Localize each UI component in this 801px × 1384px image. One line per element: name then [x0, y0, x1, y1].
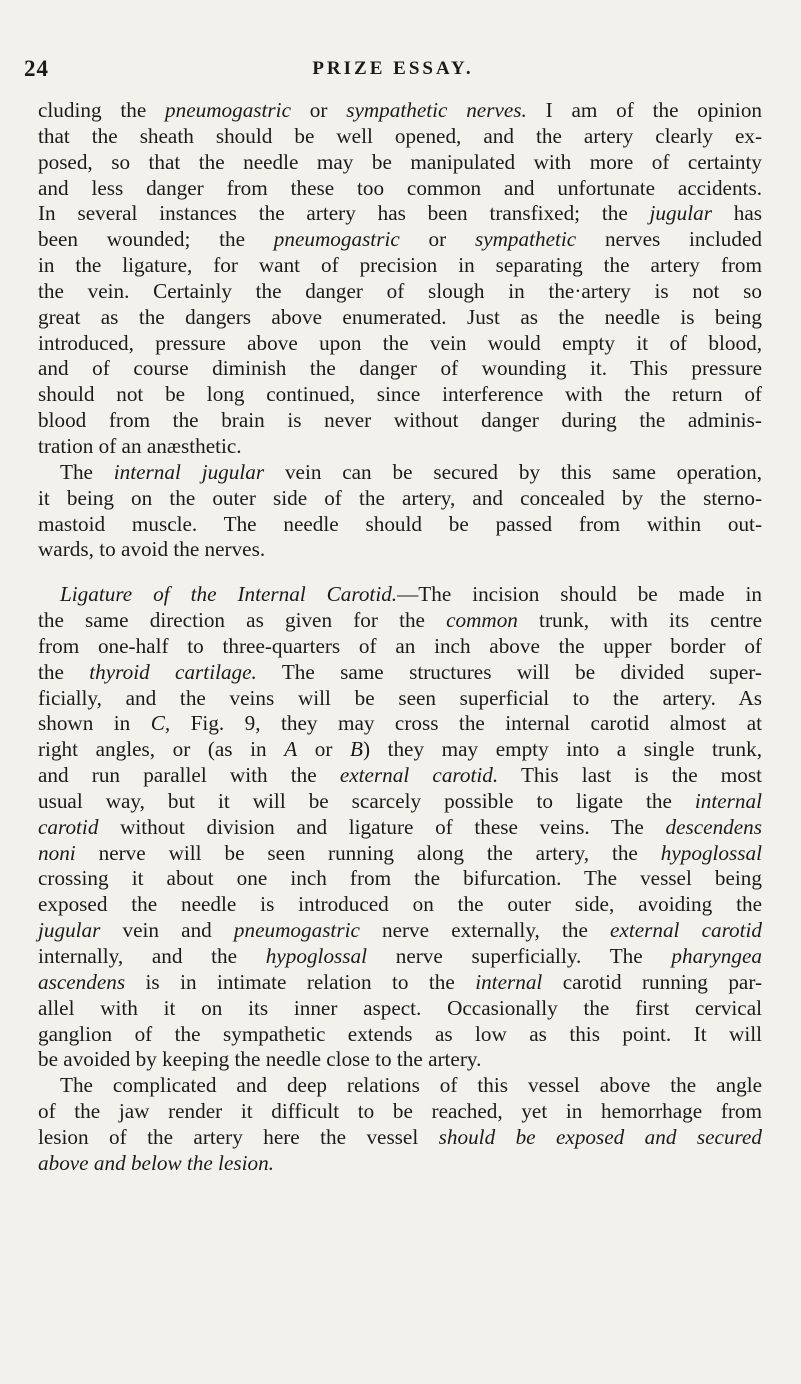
- text-run: nerve will be seen running along the artery, the: [75, 840, 661, 865]
- italic-term: C,: [150, 711, 171, 736]
- text-line: [38, 996, 762, 1022]
- text-line: [38, 815, 762, 841]
- text-run: ) they may empty into a single trunk,: [362, 737, 762, 762]
- italic-term: internal jugular: [113, 459, 265, 484]
- text-line: [38, 789, 762, 815]
- text-line: [38, 686, 762, 712]
- paragraph: [38, 1073, 762, 1176]
- text-line: [38, 279, 762, 305]
- text-line: [38, 970, 762, 996]
- text-run: nerve superficially. The: [367, 944, 672, 968]
- text-run: that the sheath should be well opened, and the artery clearly ex-: [38, 123, 762, 148]
- body-text: [38, 98, 762, 1177]
- text-line: [38, 763, 762, 789]
- text-line: [38, 150, 762, 176]
- text-run: The same structures will be divided super-: [256, 659, 762, 684]
- italic-term: internal: [694, 788, 762, 813]
- text-run: and run parallel with the: [38, 763, 340, 788]
- italic-term: above and below the lesion.: [38, 1150, 274, 1175]
- text-line: [38, 98, 762, 124]
- text-run: ganglion of the sympathetic extends as low as this point. It will: [38, 1021, 762, 1046]
- text-run: or: [297, 737, 350, 762]
- text-run: ficially, and the veins will be seen superficial to the artery. As: [38, 685, 762, 710]
- text-run: nerves included: [576, 227, 762, 252]
- italic-term: pneumogastric: [273, 227, 400, 252]
- text-run: blood from the brain is never without danger during the adminis-: [38, 408, 762, 433]
- text-run: great as the dangers above enumerated. Just as the needle is being: [38, 304, 762, 329]
- text-line: [38, 227, 762, 253]
- text-run: should not be long continued, since interference with the return of: [38, 382, 762, 407]
- text-line: [38, 866, 762, 892]
- italic-term: sympathetic nerves.: [346, 98, 527, 122]
- paragraph: [38, 460, 762, 563]
- italic-term: Ligature of the Internal Carotid.: [60, 582, 398, 607]
- text-line: [38, 512, 762, 538]
- text-line: [38, 737, 762, 763]
- text-line: [38, 1099, 762, 1125]
- text-line: [38, 356, 762, 382]
- italic-term: jugular: [38, 918, 101, 943]
- text-run: carotid running par-: [542, 969, 763, 994]
- text-run: posed, so that the needle may be manipulated with more of certainty: [38, 149, 762, 174]
- text-line: [38, 460, 762, 486]
- text-run: exposed the needle is introduced on the outer side, avoiding the: [38, 892, 762, 917]
- text-line: [38, 841, 762, 867]
- page-number: 24: [24, 56, 49, 81]
- text-run: has: [711, 201, 762, 226]
- text-run: introduced, pressure above upon the vein would empty it of blood,: [38, 330, 762, 355]
- text-run: the: [38, 659, 90, 684]
- text-run: vein can be secured by this same operation,: [264, 459, 762, 484]
- running-head: PRIZE ESSAY.: [312, 58, 474, 79]
- text-run: cluding the: [38, 98, 166, 122]
- text-run: vein and: [100, 918, 234, 943]
- text-line: [38, 486, 762, 512]
- text-line: [38, 382, 762, 408]
- italic-term: jugular: [649, 201, 712, 226]
- text-run: usual way, but it will be scarcely possible to ligate the: [38, 788, 695, 813]
- italic-term: B: [349, 737, 363, 762]
- italic-term: pharyngea: [671, 944, 762, 968]
- italic-term: pneumogastric: [165, 98, 291, 122]
- text-line: [38, 305, 762, 331]
- text-run: in the ligature, for want of precision in separating the artery from: [38, 253, 762, 278]
- text-line: [38, 408, 762, 434]
- italic-term: noni: [38, 840, 76, 865]
- paragraph: [38, 98, 762, 460]
- italic-term: should be exposed and secured: [438, 1124, 762, 1149]
- italic-term: sympathetic: [474, 227, 577, 252]
- text-line: [38, 331, 762, 357]
- text-line: [38, 537, 762, 563]
- italic-term: external carotid.: [339, 763, 499, 788]
- text-run: This last is the most: [498, 763, 762, 788]
- text-run: is in intimate relation to the: [125, 969, 476, 994]
- italic-term: ascendens: [38, 969, 126, 994]
- page-header: [24, 56, 762, 82]
- text-run: and less danger from these too common and unfortunate accidents.: [38, 175, 762, 200]
- italic-term: internal: [475, 969, 543, 994]
- text-run: Fig. 9, they may cross the internal carotid almost at: [170, 711, 762, 736]
- text-run: lesion of the artery here the vessel: [38, 1124, 439, 1149]
- text-run: crossing it about one inch from the bifurcation. The vessel being: [38, 866, 762, 891]
- text-line: [38, 124, 762, 150]
- text-run: of the jaw render it difficult to be reached, yet in hemorrhage from: [38, 1099, 762, 1124]
- italic-term: pneumogastric: [233, 918, 360, 943]
- text-line: [38, 1151, 762, 1177]
- text-run: allel with it on its inner aspect. Occasionally the first cervical: [38, 995, 762, 1020]
- paragraph-gap: [38, 563, 762, 582]
- text-run: from one-half to three-quarters of an inch above the upper border of: [38, 633, 762, 658]
- text-line: [38, 1022, 762, 1048]
- text-run: trunk, with its centre: [517, 608, 762, 633]
- text-line: [38, 892, 762, 918]
- text-run: or: [290, 98, 347, 122]
- text-line: [38, 582, 762, 608]
- italic-term: A: [284, 737, 298, 762]
- text-run: it being on the outer side of the artery, and concealed by the sterno-: [38, 485, 762, 510]
- text-run: mastoid muscle. The needle should be passed from within out-: [38, 511, 762, 536]
- italic-term: external carotid: [610, 918, 762, 943]
- text-run: the vein. Certainly the danger of slough in the·artery is not so: [38, 278, 762, 303]
- text-run: shown in: [38, 711, 151, 736]
- text-run: —The incision should be made in: [397, 582, 762, 607]
- text-line: [38, 608, 762, 634]
- text-run: be avoided by keeping the needle close to the artery.: [38, 1047, 482, 1072]
- text-run: or: [399, 227, 475, 252]
- text-run: without division and ligature of these veins. The: [98, 814, 666, 839]
- text-line: [38, 944, 762, 970]
- paragraph: [38, 582, 762, 1073]
- text-run: tration of an anæsthetic.: [38, 433, 242, 458]
- text-run: nerve externally, the: [359, 918, 611, 943]
- italic-term: common: [446, 608, 518, 633]
- text-run: The: [60, 459, 114, 484]
- text-line: [38, 918, 762, 944]
- italic-term: thyroid cartilage.: [89, 659, 257, 684]
- text-run: wards, to avoid the nerves.: [38, 537, 266, 562]
- text-line: [38, 176, 762, 202]
- text-line: [38, 1125, 762, 1151]
- italic-term: hypoglossal: [660, 840, 762, 865]
- text-line: [38, 201, 762, 227]
- text-line: [38, 634, 762, 660]
- text-line: [38, 660, 762, 686]
- text-run: and of course diminish the danger of wounding it. This pressure: [38, 356, 762, 381]
- text-line: [38, 711, 762, 737]
- text-run: internally, and the: [38, 944, 266, 968]
- text-line: [38, 1073, 762, 1099]
- text-line: [38, 1047, 762, 1073]
- italic-term: hypoglossal: [265, 944, 368, 968]
- text-line: [38, 434, 762, 460]
- text-run: been wounded; the: [38, 227, 274, 252]
- italic-term: carotid: [38, 814, 99, 839]
- text-line: [38, 253, 762, 279]
- text-run: In several instances the artery has been transfixed; the: [38, 201, 650, 226]
- italic-term: descendens: [665, 814, 762, 839]
- text-run: The complicated and deep relations of this vessel above the angle: [60, 1073, 762, 1098]
- text-run: the same direction as given for the: [38, 608, 447, 633]
- text-run: right angles, or (as in: [38, 737, 285, 762]
- text-run: I am of the opinion: [526, 98, 763, 122]
